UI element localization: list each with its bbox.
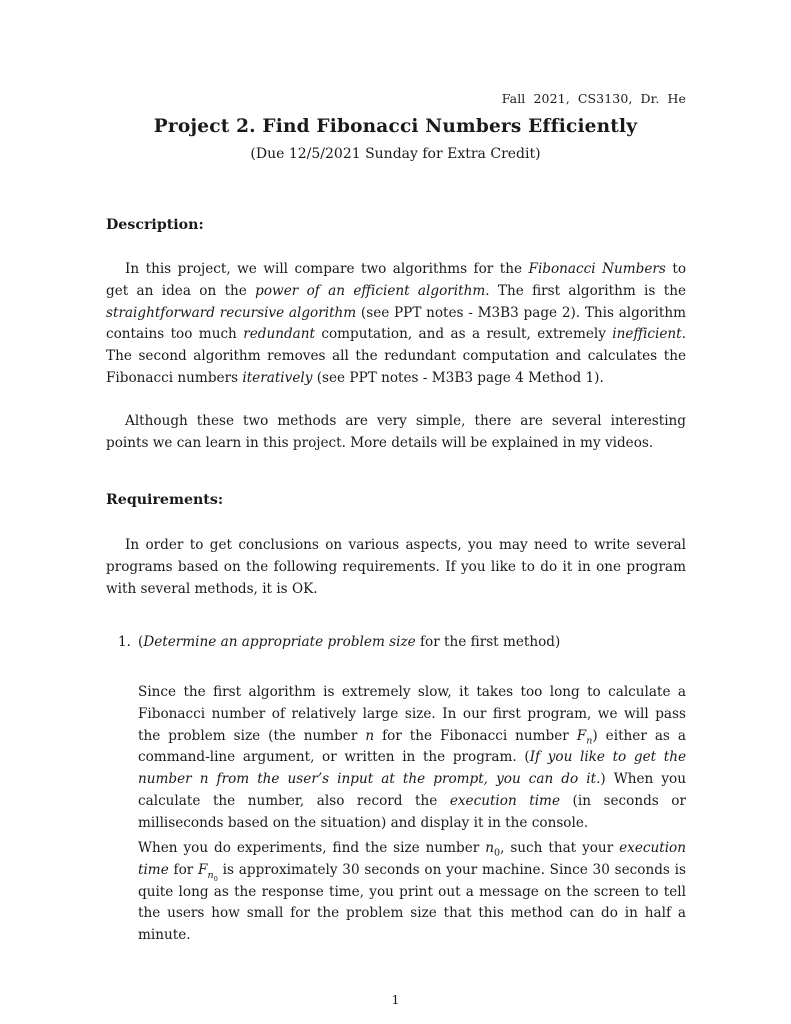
- list-number: 1.: [118, 634, 131, 650]
- due-date-subtitle: (Due 12/5/2021 Sunday for Extra Credit): [250, 146, 541, 162]
- requirements-heading: Requirements:: [106, 492, 224, 508]
- requirement-1-paragraph-2: When you do experiments, find the size number $n_0$, such that your execution time for $F_{n_0}$ is approximately 30 seconds on your machine. Since 30 seconds is quite long as the response time, you print out a message on the screen to tell the users how small for the problem size that this method can do in half a minute.: [138, 840, 686, 944]
- description-paragraph-2: Although these two methods are very simple, there are several interesting points we can learn in this project. More details will be explained in my videos.: [106, 413, 686, 451]
- description-heading: Description:: [106, 217, 204, 233]
- page-number: 1: [391, 992, 400, 1007]
- requirements-paragraph-1: In order to get conclusions on various aspects, you may need to write several programs based on the following requirements. If you like to do it in one program with several methods, it is OK.: [106, 537, 686, 597]
- requirement-item-1: 1. (Determine an appropriate problem size for the first method): [118, 634, 561, 650]
- course-info-header: Fall 2021, CS3130, Dr. He: [501, 91, 686, 106]
- description-paragraph-1: In this project, we will compare two algorithms for the Fibonacci Numbers to get an idea on the power of an efficient algorithm. The first algorithm is the straightforward recursive algorithm (see PPT notes - M3B3 page 2). This algorithm contains too much redundant computation, and as a result, extremely inefficient. The second algorithm removes all the redundant computation and calculates the Fibonacci numbers iteratively (see PPT notes - M3B3 page 4 Method 1).: [106, 261, 687, 386]
- requirement-1-paragraph-1: Since the first algorithm is extremely slow, it takes too long to calculate a Fibonacci number of relatively large size. In our first program, we will pass the problem size (the number n for the Fibonacci number $F_n$) either as a command-line argument, or written in the program. (If you like to get the number n from the user’s input at the prompt, you can do it.) When you calculate the number, also record the execution time (in seconds or milliseconds based on the situation) and display it in the console.: [138, 684, 686, 831]
- project-title: Project 2. Find Fibonacci Numbers Efficiently: [153, 116, 638, 137]
